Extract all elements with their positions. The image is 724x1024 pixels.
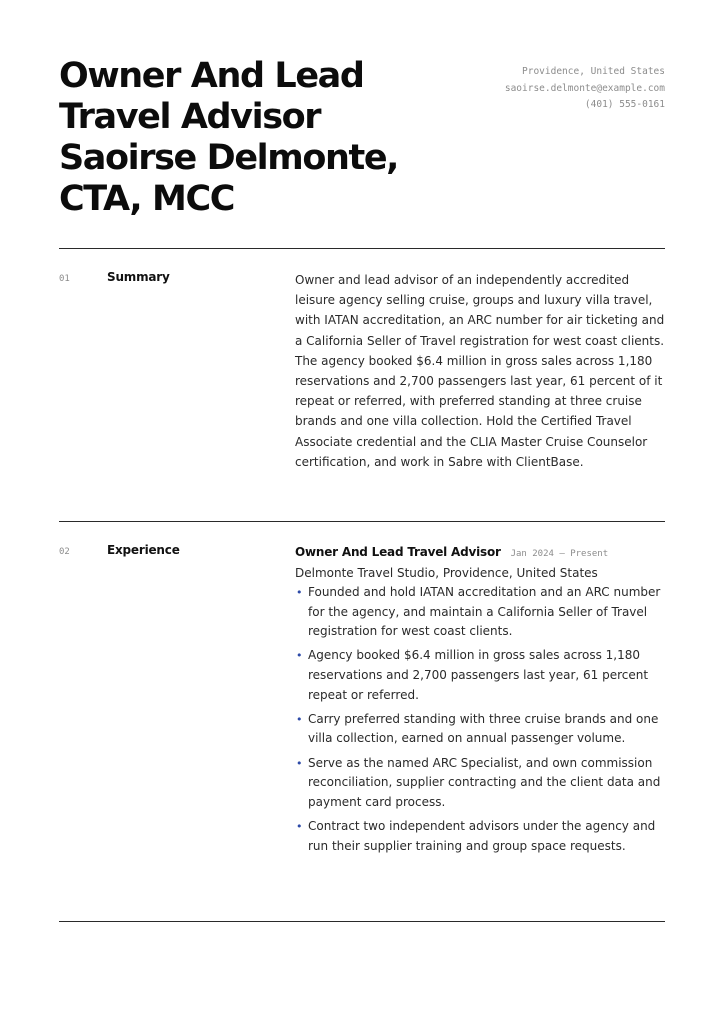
job-company: Delmonte Travel Studio, Providence, United States — [295, 566, 598, 580]
list-item — [295, 710, 665, 749]
list-item — [295, 583, 665, 642]
title-line: Owner And Lead — [59, 56, 364, 96]
bullet-text: Agency booked $6.4 million in gross sales across 1,180 reservations and 2,700 passengers last year, 61 percent repeat or referred. — [308, 648, 649, 702]
job-entry — [295, 543, 665, 856]
list-item — [295, 754, 665, 813]
bullet-icon: • — [296, 649, 303, 663]
list-item — [295, 817, 665, 856]
section-divider — [59, 248, 665, 249]
summary-body — [295, 270, 665, 472]
job-title: Owner And Lead Travel Advisor — [295, 545, 501, 559]
contact-phone: (401) 555-0161 — [584, 99, 665, 110]
page-title — [59, 56, 459, 220]
contact-location: Providence, United States — [522, 66, 665, 77]
bullet-icon: • — [296, 712, 303, 726]
section-divider — [59, 921, 665, 922]
bullet-text: Founded and hold IATAN accreditation and an ARC number for the agency, and maintain a California Seller of Travel registration for west coast clients. — [308, 585, 661, 639]
bullet-text: Contract two independent advisors under the agency and run their supplier training and group space requests. — [308, 818, 656, 853]
section-number: 02 — [59, 547, 70, 557]
section-title: Summary — [107, 270, 170, 284]
resume-page — [59, 0, 665, 1024]
resume-header — [59, 56, 665, 236]
contact-email: saoirse.delmonte@example.com — [504, 82, 665, 94]
job-dates: Jan 2024 — Present — [510, 549, 609, 559]
summary-text: Owner and lead advisor of an independently accredited leisure agency selling cruise, groups and luxury villa travel, with IATAN accreditation, an ARC number for air ticketing and a California Seller of Travel registration for west coast clients. The agency booked $6.4 million in gross sales across 1,180 reservations and 2,700 passengers last year, 61 percent of it repeat or referred, with preferred standing at three cruise brands and one villa collection. Hold the Certified Travel Associate credential and the CLIA Master Cruise Counselor certification, and work in Sabre with ClientBase. — [295, 273, 665, 469]
experience-body — [295, 543, 665, 861]
bullet-icon: • — [296, 819, 303, 833]
section-divider — [59, 521, 665, 522]
section-title: Experience — [107, 543, 180, 557]
job-header — [295, 543, 665, 563]
bullet-icon: • — [296, 586, 303, 599]
bullet-icon: • — [296, 756, 303, 770]
section-number: 01 — [59, 274, 70, 284]
title-line: Saoirse Delmonte, — [59, 138, 399, 178]
bullet-text: Serve as the named ARC Specialist, and own commission reconciliation, supplier contracting and the client data and payment card process. — [308, 755, 661, 809]
title-line: Travel Advisor — [59, 97, 321, 137]
contact-block — [505, 64, 665, 114]
bullet-text: Carry preferred standing with three cruise brands and one villa collection, earned on annual passenger volume. — [308, 711, 659, 746]
title-line: CTA, MCC — [59, 179, 235, 219]
list-item — [295, 646, 665, 705]
job-bullets — [295, 583, 665, 856]
